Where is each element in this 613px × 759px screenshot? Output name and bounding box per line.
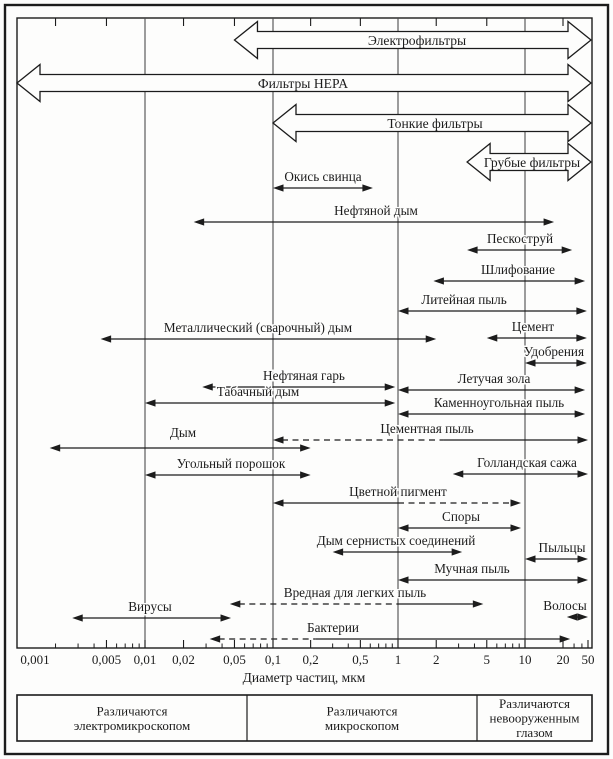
filter-arrows	[17, 22, 591, 181]
table-cell-line: микроскопом	[324, 717, 400, 733]
substance-label-pollen: Пыльцы	[538, 540, 586, 555]
substance-fly-ash	[398, 371, 585, 394]
substance-coal-powder	[145, 456, 311, 479]
tick-label-2: 2	[432, 652, 440, 667]
tick-label-50: 50	[581, 652, 595, 667]
filter-label-coarse-filters: Грубые фильтры	[483, 154, 581, 170]
tick-label-1: 1	[394, 652, 402, 667]
substance-oil-smoke	[194, 203, 554, 226]
substance-cement-dust	[273, 421, 588, 444]
arrowhead-right	[510, 524, 520, 531]
substance-label-cement-dust: Цементная пыль	[380, 421, 474, 436]
arrowhead-left	[145, 399, 156, 406]
filter-hepa-filters	[17, 65, 591, 102]
arrowhead-left	[398, 386, 409, 393]
arrowhead-right	[560, 635, 571, 642]
substance-coal-dust	[398, 395, 585, 418]
filter-fine-filters	[273, 105, 591, 142]
substance-label-bacteria: Бактерии	[307, 620, 359, 635]
substance-sandblasting	[467, 231, 572, 254]
filter-coarse-filters	[467, 144, 591, 181]
substance-label-fly-ash: Летучая зола	[457, 371, 531, 386]
substance-label-grinding: Шлифование	[481, 262, 555, 277]
arrowhead-left	[453, 470, 464, 477]
filter-label-fine-filters: Тонкие фильтры	[387, 115, 483, 131]
arrowhead-right	[578, 470, 589, 477]
substance-label-fertilizers: Удобрения	[523, 344, 585, 359]
arrowhead-left	[525, 359, 536, 366]
substance-cement	[487, 319, 587, 342]
substance-label-tobacco-smoke: Табачный дым	[216, 384, 300, 399]
table-cell-line: глазом	[516, 725, 553, 740]
arrowhead-right	[575, 277, 586, 284]
arrowhead-left	[230, 600, 241, 607]
table-cell-electron-microscope	[74, 703, 191, 733]
tick-label-0,2: 0,2	[302, 652, 319, 667]
arrowhead-left	[567, 613, 578, 620]
substance-label-sulfur-smoke: Дым сернистых соединений	[316, 533, 476, 548]
arrowhead-right	[578, 613, 589, 620]
substance-label-smoke: Дым	[169, 425, 197, 440]
substance-label-lung-harmful-dust: Вредная для легких пыль	[283, 585, 427, 600]
arrowhead-right	[575, 410, 586, 417]
substance-label-coal-powder: Угольный порошок	[176, 456, 286, 471]
arrowhead-right	[578, 576, 589, 583]
filter-electrofilters	[234, 22, 591, 59]
arrowhead-right	[578, 436, 589, 443]
substance-fertilizers	[524, 344, 587, 367]
arrowhead-right	[473, 600, 484, 607]
arrowhead-right	[510, 499, 520, 506]
arrowhead-right	[385, 399, 396, 406]
table-cell-line: Различаются	[96, 703, 168, 719]
arrowhead-left	[467, 246, 478, 253]
arrowhead-right	[576, 334, 587, 341]
substance-lung-harmful-dust	[230, 585, 484, 608]
substance-label-welding-fume: Металлический (сварочный) дым	[163, 320, 353, 335]
table-cell-line: Различаются	[326, 703, 398, 719]
substance-grinding	[433, 262, 585, 285]
table-cell-line: невооруженным	[489, 710, 580, 726]
tick-label-0,02: 0,02	[172, 652, 195, 667]
arrowhead-right	[544, 218, 555, 225]
substance-flour-dust	[398, 561, 588, 584]
substance-label-sandblasting: Пескоструй	[486, 231, 554, 246]
arrowhead-left	[273, 184, 284, 191]
arrowhead-right	[385, 383, 396, 390]
substance-label-dutch-soot: Голландская сажа	[477, 455, 577, 470]
arrowhead-right	[426, 335, 437, 342]
arrowhead-right	[300, 471, 311, 478]
arrowhead-left	[273, 436, 284, 443]
tick-label-0,1: 0,1	[264, 652, 282, 667]
substance-welding-fume	[101, 320, 437, 343]
arrowhead-left	[487, 334, 498, 341]
arrowhead-left	[50, 444, 61, 451]
substance-viruses	[72, 599, 231, 622]
arrowhead-left	[202, 383, 213, 390]
arrowhead-left	[398, 307, 409, 314]
substance-label-flour-dust: Мучная пыль	[434, 561, 510, 576]
tick-label-0,001: 0,001	[20, 652, 50, 667]
substance-label-viruses: Вирусы	[128, 599, 172, 614]
substance-label-lead-oxide: Окись свинца	[284, 169, 362, 184]
tick-label-0,05: 0,05	[223, 652, 246, 667]
arrowhead-right	[576, 307, 587, 314]
substance-sulfur-smoke	[317, 533, 476, 556]
table-cell-naked-eye	[490, 696, 580, 740]
substance-smoke	[50, 425, 311, 452]
arrowhead-right	[452, 548, 463, 555]
tick-label-0,01: 0,01	[133, 652, 157, 667]
tick-label-10: 10	[518, 652, 532, 667]
arrowhead-left	[433, 277, 444, 284]
substance-hair	[543, 598, 588, 621]
arrowhead-right	[575, 386, 586, 393]
arrowhead-right	[221, 614, 232, 621]
arrowhead-left	[101, 335, 112, 342]
filter-label-hepa-filters: Фильтры HEPA	[257, 75, 349, 91]
substance-color-pigment	[273, 484, 521, 507]
arrowhead-left	[398, 576, 409, 583]
substance-arrows	[50, 169, 588, 643]
table-cell-line: электромикроскопом	[73, 717, 191, 733]
visibility-table	[17, 695, 592, 741]
arrowhead-left	[210, 635, 221, 642]
substance-label-oil-smoke: Нефтяной дым	[334, 203, 418, 218]
arrowhead-left	[525, 555, 536, 562]
substance-label-foundry-dust: Литейная пыль	[421, 292, 507, 307]
arrowhead-left	[194, 218, 205, 225]
tick-label-0,5: 0,5	[352, 652, 369, 667]
arrowhead-left	[273, 499, 284, 506]
axis-tick-labels	[20, 652, 594, 667]
arrowhead-left	[72, 614, 83, 621]
substance-dutch-soot	[453, 455, 588, 478]
arrowhead-left	[398, 524, 409, 531]
substance-label-cement: Цемент	[511, 319, 555, 334]
table-cell-microscope	[325, 703, 399, 733]
substance-label-oil-soot: Нефтяная гарь	[263, 368, 345, 383]
substance-foundry-dust	[398, 292, 587, 315]
arrowhead-right	[576, 359, 587, 366]
table-cell-line: Различаются	[498, 696, 571, 711]
substance-label-coal-dust: Каменноугольная пыль	[433, 395, 565, 410]
arrowhead-left	[145, 471, 156, 478]
tick-label-0,005: 0,005	[91, 652, 122, 667]
substance-label-color-pigment: Цветной пигмент	[349, 484, 447, 499]
arrowhead-right	[300, 444, 311, 451]
substance-bacteria	[210, 620, 570, 643]
substance-pollen	[525, 540, 588, 563]
filter-label-electrofilters: Электрофильтры	[367, 32, 467, 48]
arrowhead-left	[333, 548, 344, 555]
axis-title: Диаметр частиц, мкм	[242, 670, 366, 685]
substance-lead-oxide	[273, 169, 373, 192]
arrowhead-right	[562, 246, 573, 253]
substance-spores	[398, 509, 521, 532]
arrowhead-right	[362, 184, 373, 191]
arrowhead-right	[578, 555, 589, 562]
substance-label-hair: Волосы	[543, 598, 587, 613]
tick-label-5: 5	[483, 652, 491, 667]
tick-label-20: 20	[556, 652, 570, 667]
substance-label-spores: Споры	[442, 509, 480, 524]
arrowhead-left	[398, 410, 409, 417]
